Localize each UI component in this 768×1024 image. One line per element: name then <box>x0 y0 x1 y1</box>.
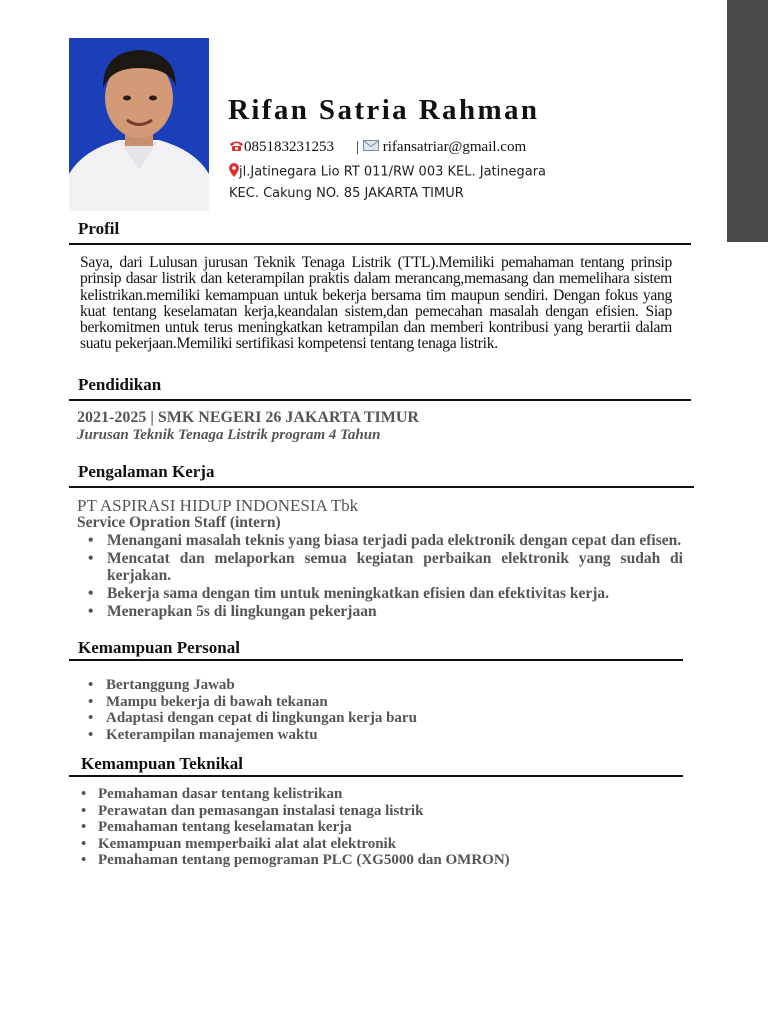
section-title-personal: Kemampuan Personal <box>78 638 240 657</box>
list-item <box>77 694 677 711</box>
bullet: • <box>81 819 87 835</box>
section-rule-personal <box>69 659 683 661</box>
section-rule-pengalaman <box>69 486 694 488</box>
email-address: rifansatriar@gmail.com <box>382 139 527 155</box>
list-item <box>77 677 677 694</box>
profil-text: Saya, dari Lulusan jurusan Teknik Tenaga Listrik (TTL).Memiliki pemahaman tentang prinsip prinsip dasar listrik dan keterampilan praktis dalam merancang,memasang dan memelihara sistem kelistrikan.memiliki kemampuan untuk bekerja bersama tim maupun sendiri. Dengan fokus yang kuat tentang keselamatan kerja,keandalan sistem,dan pemecahan masalah dengan efisien. Siap berkomitmen untuk terus meningkatkan ketrampilan dan memberi kontribusi yang berartii dalam suatu pekerjaan.Memiliki sertifikasi kompetensi tentang tenaga listrik. <box>80 254 672 353</box>
bullet: • <box>88 693 94 710</box>
bullet: • <box>81 852 87 868</box>
list-item <box>77 786 677 803</box>
education-school: 2021-2025 | SMK NEGERI 26 JAKARTA TIMUR <box>77 409 419 426</box>
contact-line-phone-email <box>229 139 526 156</box>
bullet: • <box>81 835 87 852</box>
contact-separator: | <box>356 139 360 155</box>
list-item <box>77 852 677 869</box>
section-rule-pendidikan <box>69 399 691 401</box>
list-item-text: Menerapkan 5s di lingkungan pekerjaan <box>107 602 377 620</box>
bullet: • <box>81 786 87 802</box>
address-line-2: KEC. Cakung NO. 85 JAKARTA TIMUR <box>229 186 464 201</box>
list-item-text: Pemahaman tentang keselamatan kerja <box>98 819 352 835</box>
candidate-name: Rifan Satria Rahman <box>228 94 540 126</box>
list-item-text: Mampu bekerja di bawah tekanan <box>106 693 328 710</box>
list-item <box>77 532 683 549</box>
section-title-pendidikan: Pendidikan <box>78 375 162 394</box>
list-item <box>77 585 683 602</box>
section-title-pengalaman: Pengalaman Kerja <box>78 462 215 481</box>
bullet: • <box>88 532 94 549</box>
experience-task-list <box>77 532 683 621</box>
bullet: • <box>88 549 94 567</box>
experience-company: PT ASPIRASI HIDUP INDONESIA Tbk <box>77 496 359 515</box>
section-title-profil: Profil <box>78 219 120 238</box>
bullet: • <box>88 710 94 726</box>
section-rule-teknikal <box>69 775 683 777</box>
location-pin-icon <box>229 163 239 181</box>
phone-icon <box>229 139 244 156</box>
list-item-text: Mencatat dan melaporkan semua kegiatan perbaikan elektronik yang sudah di kerjakan. <box>107 549 683 585</box>
list-item-text: Pemahaman dasar tentang kelistrikan <box>98 786 343 802</box>
list-item <box>77 550 683 585</box>
list-item-text: Kemampuan memperbaiki alat alat elektronik <box>98 835 397 852</box>
section-rule-profil <box>69 243 691 245</box>
list-item-text: Menangani masalah teknis yang biasa terjadi pada elektronik dengan cepat dan efisen. <box>107 532 682 549</box>
list-item <box>77 727 677 744</box>
side-tab <box>727 0 768 242</box>
list-item-text: Pemahaman tentang pemograman PLC (XG5000 dan OMRON) <box>98 852 510 868</box>
profile-photo <box>69 38 209 211</box>
experience-role: Service Opration Staff (intern) <box>77 514 281 531</box>
contact-line-address-1 <box>229 163 546 181</box>
bullet: • <box>88 726 94 743</box>
section-title-teknikal: Kemampuan Teknikal <box>81 754 244 773</box>
list-item <box>77 803 677 820</box>
list-item <box>77 836 677 853</box>
phone-number: 085183231253 <box>244 139 334 155</box>
personal-skill-list <box>77 677 677 743</box>
list-item <box>77 710 677 727</box>
education-major: Jurusan Teknik Tenaga Listrik program 4 Tahun <box>77 427 381 443</box>
address-line-1: jl.Jatinegara Lio RT 011/RW 003 KEL. Jatinegara <box>239 164 547 180</box>
list-item <box>77 603 683 620</box>
list-item-text: Perawatan dan pemasangan instalasi tenaga listrik <box>98 802 424 819</box>
profile-photo-portrait <box>69 38 209 211</box>
list-item <box>77 819 677 836</box>
envelope-icon <box>363 139 379 156</box>
technical-skill-list <box>77 786 677 869</box>
list-item-text: Bekerja sama dengan tim untuk meningkatkan efisien dan efektivitas kerja. <box>107 585 610 603</box>
bullet: • <box>88 602 94 620</box>
list-item-text: Bertanggung Jawab <box>106 677 235 693</box>
list-item-text: Adaptasi dengan cepat di lingkungan kerja baru <box>106 710 417 726</box>
bullet: • <box>81 802 87 819</box>
bullet: • <box>88 677 94 693</box>
bullet: • <box>88 585 94 603</box>
list-item-text: Keterampilan manajemen waktu <box>106 726 318 743</box>
